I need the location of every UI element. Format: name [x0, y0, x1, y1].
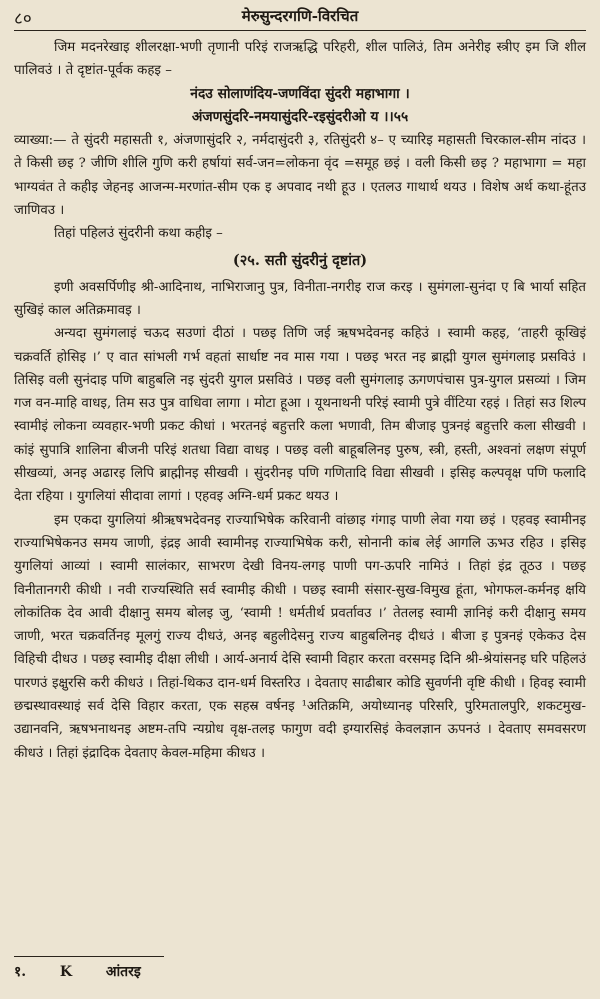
footnote-text: आंतरइ	[105, 964, 141, 980]
page-header	[14, 4, 586, 30]
running-title: मेरुसुन्दरगणि-विरचित	[241, 7, 359, 25]
page-body	[14, 36, 586, 765]
footnote	[14, 962, 141, 981]
story-paragraph-1: इणी अवसर्पिणीइ श्री-आदिनाथ, नाभिराजानु पुत्र, विनीता-नगरीइ राज करइ । सुमंगला-सुनंदा ए बि भार्या सहित सुखिइं काल अतिक्रमावइ ।	[14, 279, 586, 318]
story-paragraph-2: अन्यदा सुमंगलाइं चऊद सउणां दीठां । पछइ तिणि जई ऋषभदेवनइ कहिउं । स्वामी कहइ, ‘ताहरी कूखिइं चक्रवर्ति होसिइ ।’ ए वात सांभली गर्भ वहतां सार्धाष्ट नव मास गया । पछइ भरत नइ ब्राह्मी युगल सुमंगलाइ प्रसविउं । तिसिइ वली सुनंदाइ पणि बाहुबलि नइ सुंदरी युगल प्रसविउं । पछइ वली सुमंगलाइ ऊगणपंचास पुत्र-युगल प्रसव्यां । जिम गज वन-माहि वाधइ, तिम सउ पुत्र वाधिवा लागा । मोटा हूआ । यूथनाथनी परिइं स्वामी पुत्रे वींटिया रहइं । तिहां सउ शिल्प स्वामीइं लोकना व्यवहार-भणी प्रकट कीधां । भरतनइं बहुत्तरि कला भणावी, तिम बीजाइ पुत्रनइं बहुत्तरि कला सीखवी । कांइं सुपात्रि शालिना बीजनी परिइं शतधा विद्या वाधइ । पछइ वली बाहूबलिनइ पुरुष, स्त्री, हस्ती, अश्वनां लक्षण संपूर्ण सीखव्यां, अनइ अढारइ लिपि ब्राह्मीनइ सीखवी । सुंदरीनइ पणि गणितादि विद्या सीखवी । इसिइ कल्पवृक्ष पणि फलादि देता रहिया । युगलियां सीदावा लागां । एहवइ अग्नि-धर्म प्रकट थयउ ।	[14, 326, 586, 505]
footnote-number: १.	[14, 964, 27, 980]
footnote-source-mark: K	[59, 964, 73, 980]
intro-paragraph: जिम मदनरेखाइ शीलरक्षा-भणी तृणानी परिइं राजऋद्धि परिहरी, शील पालिउं, तिम अनेरीइ स्त्रीए इम जि शील पालिवउं । ते दृष्टांत-पूर्वक कहइ –	[14, 40, 586, 79]
story-intro: तिहां पहिलउं सुंदरीनी कथा कहीइ –	[54, 226, 223, 242]
page-number: ८०	[14, 9, 32, 29]
verse-line-1: नंदउ सोलाणंदिय-जणविंदा सुंदरी महाभागा ।	[190, 85, 410, 102]
story-paragraph-3: इम एकदा युगलियां श्रीऋषभदेवनइ राज्याभिषेक करिवानी वांछाइ गंगाइ पाणी लेवा गया छइं । एहवइ स्वामीनइ राज्याभिषेकनउ समय जाणी, इंद्रइ आवी स्वामीनइ राज्याभिषेक करी, सोनानी कांब लेई आगलि ऊभउ रहिउ । इसिइ युगलियां आव्यां । स्वामी सालंकार, साभरण देखी विनय-लगइ पाणी पग-ऊपरि नामिउं । तिहां इंद्र तूठउ । पछइ विनीतानगरी कीधी । नवी राज्यस्थिति सर्व स्वामीइ कीधी । पछइ स्वामी संसार-सुख-विमुख हूंता, भोगफल-कर्मनइ क्षयि लोकांतिक देव आवी दीक्षानु समय बोलइ जु, ‘स्वामी ! धर्मतीर्थ प्रवर्तावउ ।’ तेतलइ स्वामी ज्ञानिइं करी दीक्षानु समय जाणी, भरत चक्रवर्तिनइ मूलगुं राज्य दीधउं, अनइ बहुलीदेसनु राज्य बाहुबलिनइ दीधउं । बीजा इ पुत्रनइं एकेकउ देस विहिची दीधउ । पछइ स्वामीइ दीक्षा लीधी । आर्य-अनार्य देसि स्वामी विहार करता वरसमइ दिनि श्री-श्रेयांसनइ घरि पहिलउं पारणउं इक्षुरसि करी कीधउं । तिहां-थिकउ दान-धर्म विस्तरिउ । देवताए साढीबार कोडि सुवर्णनी वृष्टि कीधी । हिवइ स्वामी छद्मस्थावस्थाइं सर्व देसि विहार करता, एक सहस्र वर्षनइ ¹अतिक्रमि, अयोध्यानइ परिसरि, पुरिमतालपुरि, शकटमुख- उद्यानवनि, ऋषभनाथनइ अष्टम-तपि न्यग्रोध वृक्ष-तलइ फागुण वदी इग्यारसिइं केवलज्ञान ऊपनउं । देवताए समवसरण कीधउं । तिहां इंद्रादिक देवताए केवल-महिमा कीधउ ।	[14, 512, 586, 761]
verse-line-2: अंजणसुंदरि-नमयासुंदरि-रइसुंदरीओ य ।।५५	[191, 108, 409, 125]
story-heading: (२५. सती सुंदरीनुं दृष्टांत)	[232, 251, 368, 269]
header-rule	[14, 30, 586, 31]
commentary-paragraph: व्याख्या:— ते सुंदरी महासती १, अंजणासुंदरि २, नर्मदासुंदरी ३, रतिसुंदरी ४– ए च्यारिइ महासती चिरकाल-सीम नांदउ । ते किसी छइ ? जीणि शीलि गुणि करी हर्षायां सर्व-जन=लोकना वृंद =समूह छइं । वली किसी छइ ? महाभागा = महा भाग्यवंत ते कहीइ जेहनइ आजन्म-मरणांत-सीम एक इ अपवाद नथी हूउ । एतलउ गाथार्थ थयउ । विशेष अर्थ कथा-हूंतउ जाणिवउ ।	[14, 133, 586, 219]
footnote-rule	[14, 956, 164, 957]
